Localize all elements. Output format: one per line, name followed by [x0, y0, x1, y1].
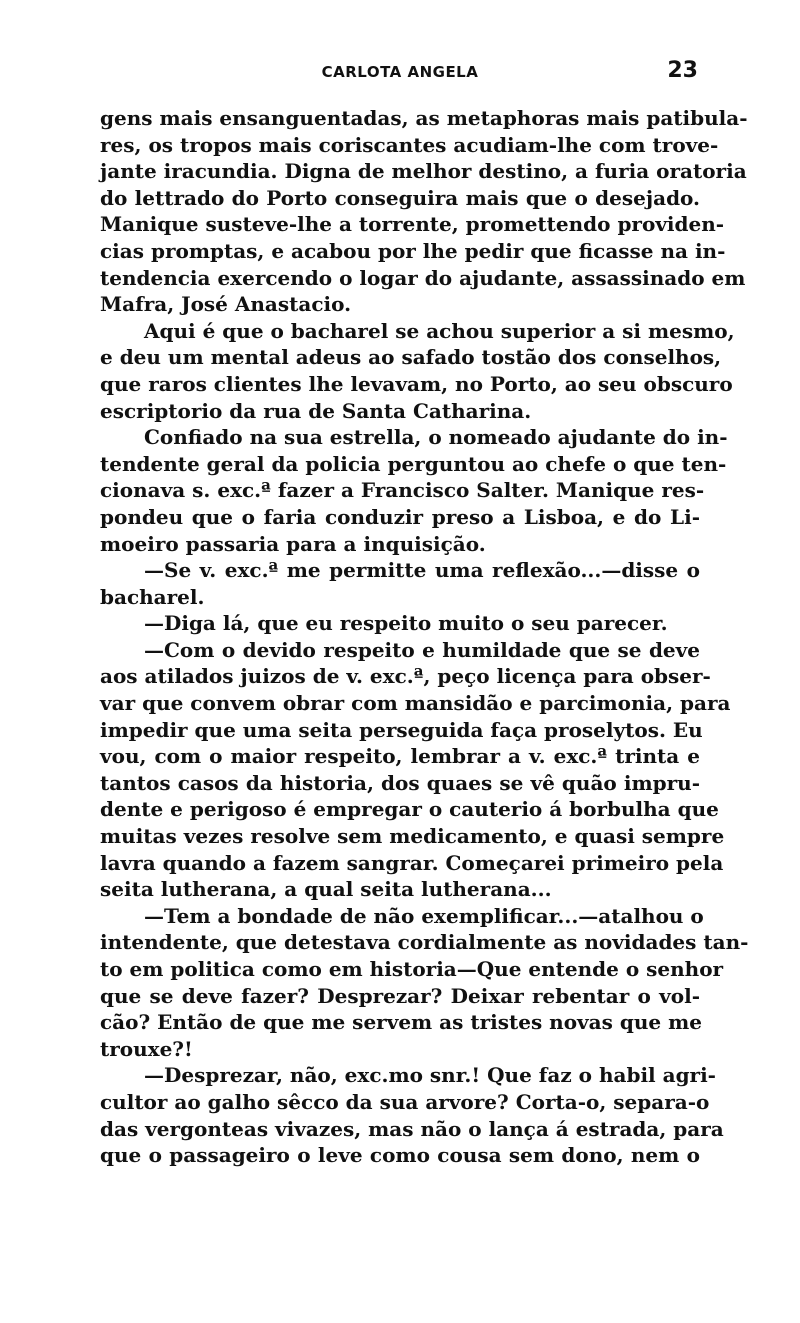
text-line: vou, com o maior respeito, lembrar a v. exc.ª trinta e [100, 744, 700, 769]
text-line: Confiado na sua estrella, o nomeado ajudante do in- [144, 425, 728, 450]
text-line: —Se v. exc.ª me permitte uma reflexão...—disse o [144, 558, 700, 583]
text-line: lavra quando a fazem sangrar. Começarei primeiro pela [100, 850, 724, 875]
text-line: Aqui é que o bacharel se achou superior a si mesmo, [144, 318, 735, 343]
text-line: cultor ao galho sêcco da sua arvore? Corta-o, separa-o [100, 1089, 710, 1114]
text-line: cão? Então de que me servem as tristes novas que me [100, 1010, 702, 1035]
text-line: seita lutherana, a qual seita lutherana... [100, 877, 552, 902]
text-line: —Com o devido respeito e humildade que se deve [144, 637, 700, 662]
text-line: var que convem obrar com mansidão e parcimonia, para [100, 691, 731, 716]
text-line: impedir que uma seita perseguida faça proselytos. Eu [100, 717, 703, 742]
text-line: gens mais ensanguentadas, as metaphoras mais patibula- [100, 106, 748, 130]
text-line: do lettrado do Porto conseguira mais que o desejado. [100, 185, 700, 210]
text-line: e deu um mental adeus ao safado tostão dos conselhos, [100, 345, 722, 370]
text-line: que raros clientes lhe levavam, no Porto, ao seu obscuro [100, 371, 733, 396]
text-line: aos atilados juizos de v. exc.ª, peço licença para obser- [100, 664, 711, 689]
text-line: pondeu que o faria conduzir preso a Lisboa, e do Li- [100, 504, 700, 529]
text-line: tendencia exercendo o logar do ajudante, assassinado em [100, 265, 746, 290]
text-line: res, os tropos mais coriscantes acudiam-lhe com trove- [100, 132, 719, 157]
text-line: cionava s. exc.ª fazer a Francisco Salter. Manique res- [100, 478, 705, 503]
text-line: que se deve fazer? Desprezar? Deixar rebentar o vol- [100, 983, 700, 1008]
text-line: jante iracundia. Digna de melhor destino, a furia oratoria [100, 159, 747, 184]
page-number: 23 [667, 58, 698, 83]
text-line: tendente geral da policia perguntou ao chefe o que ten- [100, 451, 727, 476]
text-line: intendente, que detestava cordialmente as novidades tan- [100, 930, 749, 955]
text-line: bacharel. [100, 584, 205, 609]
text-line: trouxe?! [100, 1036, 193, 1061]
body-text [100, 105, 749, 1169]
text-line: cias promptas, e acabou por lhe pedir que ficasse na in- [100, 238, 726, 263]
text-line: Manique susteve-lhe a torrente, promettendo providen- [100, 212, 725, 237]
text-line: tantos casos da historia, dos quaes se vê quão impru- [100, 770, 700, 795]
text-line: que o passageiro o leve como cousa sem dono, nem o [100, 1143, 700, 1168]
text-line: —Tem a bondade de não exemplificar...—atalhou o [144, 903, 704, 928]
text-line: —Diga lá, que eu respeito muito o seu parecer. [144, 611, 668, 636]
text-line: Mafra, José Anastacio. [100, 292, 352, 317]
text-line: moeiro passaria para a inquisição. [100, 531, 486, 556]
text-line: das vergonteas vivazes, mas não o lança á estrada, para [100, 1116, 724, 1141]
text-line: dente e perigoso é empregar o cauterio á borbulha que [100, 797, 719, 822]
running-title: CARLOTA ANGELA [321, 63, 479, 81]
running-header [100, 58, 700, 88]
text-line: to em politica como em historia—Que entende o senhor [100, 957, 724, 981]
text-line: muitas vezes resolve sem medicamento, e quasi sempre [100, 824, 725, 849]
text-line: —Desprezar, não, exc.mo snr.! Que faz o habil agri- [144, 1063, 716, 1088]
text-line: escriptorio da rua de Santa Catharina. [100, 398, 532, 423]
